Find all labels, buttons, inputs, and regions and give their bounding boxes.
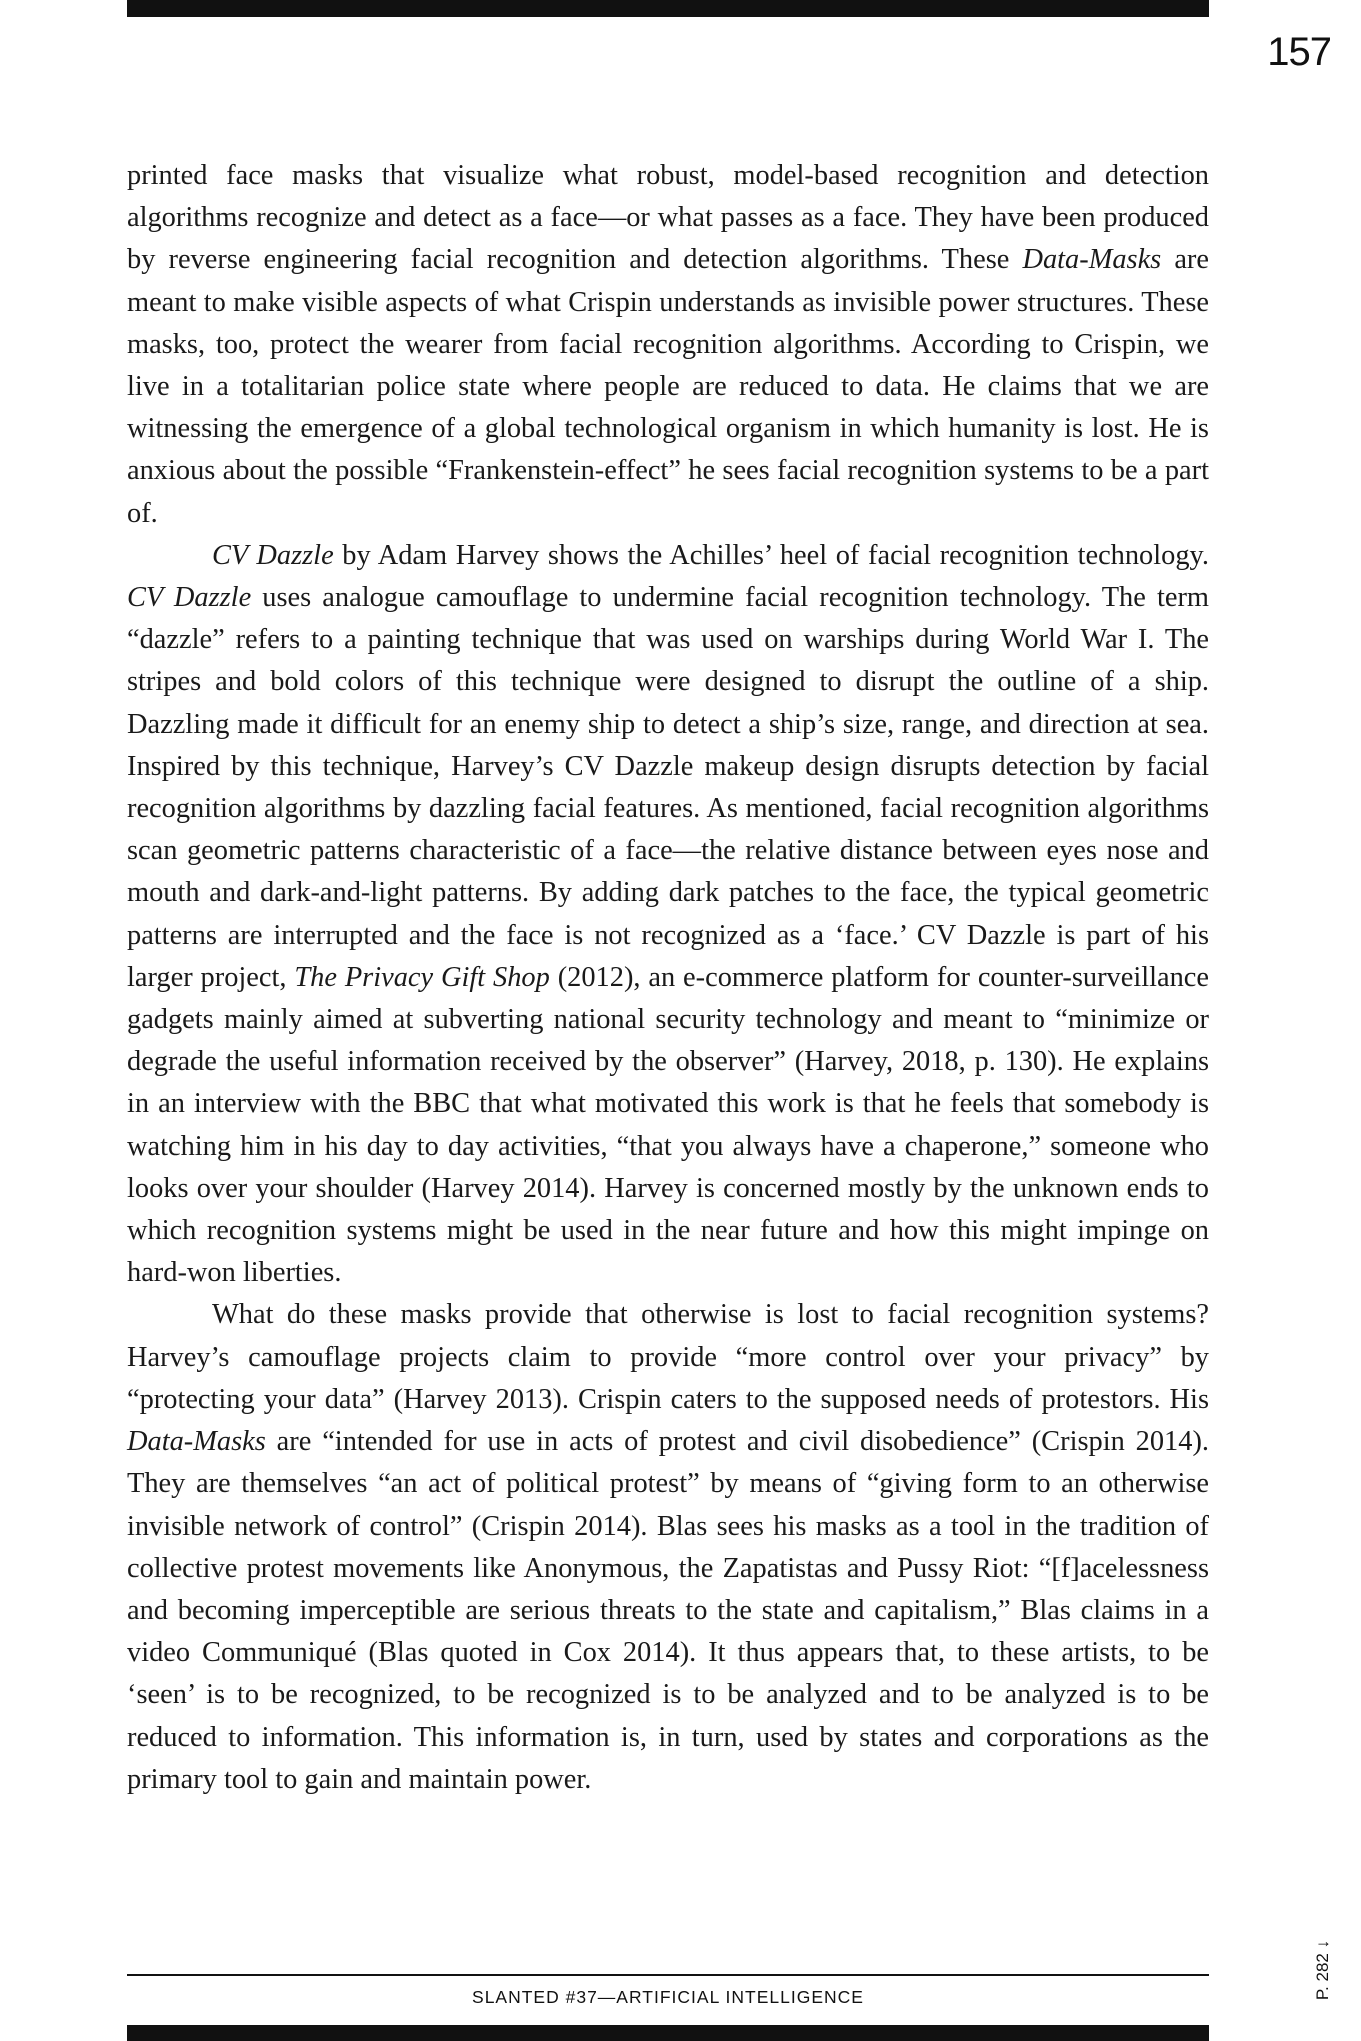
footer-rule bbox=[127, 1974, 1209, 1976]
top-bar bbox=[127, 0, 1209, 17]
paragraph-1 bbox=[127, 155, 1209, 535]
page-number: 157 bbox=[1267, 30, 1331, 74]
title-data-masks: Data-Masks bbox=[127, 1426, 266, 1458]
bottom-bar bbox=[127, 2025, 1209, 2041]
paragraph-3 bbox=[127, 1294, 1209, 1800]
paragraph-2 bbox=[127, 535, 1209, 1295]
page-cross-reference[interactable] bbox=[1308, 1925, 1338, 2015]
paragraph-1-text: printed face masks that visualize what robust, model-based recognition and detection algorithms recognize and detect as a face—or what passes as a face. They have been produced by reverse engineering facial recognition and detection algorithms. These bbox=[127, 160, 1209, 276]
title-data-masks: Data-Masks bbox=[1022, 244, 1162, 276]
paragraph-2-text: by Adam Harvey shows the Achilles’ heel of facial recognition technology. bbox=[333, 539, 1209, 571]
body-text bbox=[127, 155, 1209, 1801]
paragraph-3-text: What do these masks provide that otherwise is lost to facial recognition systems? Harvey’s camouflage projects claim to provide “more control over your privacy” by “protecting your data” (Harvey 2013). Crispin caters to the supposed needs of protestors. His bbox=[127, 1299, 1209, 1415]
title-privacy-gift-shop: The Privacy Gift Shop bbox=[294, 961, 550, 993]
paragraph-2-text: uses analogue camouflage to undermine facial recognition technology. The term “dazzle” refers to a painting technique that was used on warships during World War I. The stripes and bold colors of this technique were designed to disrupt the outline of a ship. Dazzling made it difficult for an enemy ship to detect a ship’s size, range, and direction at sea. Inspired by this technique, Harvey’s CV Dazzle makeup design disrupts detection by facial recognition algorithms by dazzling facial features. As mentioned, facial recognition algorithms scan geometric patterns characteristic of a face—the relative distance between eyes nose and mouth and dark-and-light patterns. By adding dark patches to the face, the typical geometric patterns are interrupted and the face is not recognized as a ‘face.’ CV Dazzle is part of his larger project, bbox=[127, 582, 1209, 993]
title-cv-dazzle: CV Dazzle bbox=[127, 582, 252, 614]
title-cv-dazzle: CV Dazzle bbox=[212, 539, 334, 571]
running-footer: SLANTED #37—ARTIFICIAL INTELLIGENCE bbox=[472, 1987, 864, 2007]
paragraph-1-text: are meant to make visible aspects of what Crispin understands as invisible power structures. These masks, too, protect the wearer from facial recognition algorithms. According to Crispin, we live in a totalitarian police state where people are reduced to data. He claims that we are witnessing the emergence of a global technological organism in which humanity is lost. He is anxious about the possible “Frankenstein-effect” he sees facial recognition systems to be a part of. bbox=[127, 244, 1209, 529]
paragraph-3-text: are “intended for use in acts of protest and civil disobedience” (Crispin 2014). They are themselves “an act of political protest” by means of “giving form to an otherwise invisible network of control” (Crispin 2014). Blas sees his masks as a tool in the tradition of collective protest movements like Anonymous, the Zapatistas and Pussy Riot: “[f]acelessness and becoming imperceptible are serious threats to the state and capitalism,” Blas claims in a video Communiqué (Blas quoted in Cox 2014). It thus appears that, to these artists, to be ‘seen’ is to be recognized, to be recognized is to be analyzed and to be analyzed is to be reduced to information. This information is, in turn, used by states and corporations as the primary tool to gain and maintain power. bbox=[127, 1426, 1209, 1795]
page-cross-reference-label: P. 282 ↓ bbox=[1313, 1939, 1332, 2001]
paragraph-2-text: (2012), an e-commerce platform for counter-surveillance gadgets mainly aimed at subverting national security technology and meant to “minimize or degrade the useful information received by the observer” (Harvey, 2018, p. 130). He explains in an interview with the BBC that what motivated this work is that he feels that somebody is watching him in his day to day activities, “that you always have a chaperone,” someone who looks over your shoulder (Harvey 2014). Harvey is concerned mostly by the unknown ends to which recognition systems might be used in the near future and how this might impinge on hard-won liberties. bbox=[127, 961, 1210, 1289]
